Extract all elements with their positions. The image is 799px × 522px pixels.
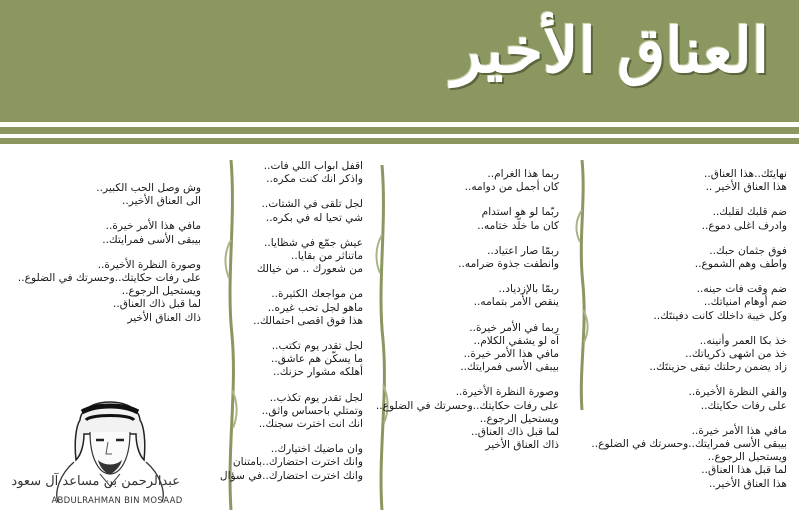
stanza	[213, 160, 363, 186]
poem-line: كان ما خلّد ختامه..	[477, 219, 559, 232]
poem-line: لما قبل هذا العناق..	[701, 464, 787, 477]
stanza	[607, 245, 787, 271]
banner-stripe	[0, 127, 799, 134]
poem-line: هذا فوق اقصى احتمالك..	[253, 314, 363, 327]
poem-line: لجل تقدر يوم تكذب..	[269, 391, 363, 404]
stanza	[213, 288, 363, 328]
stanza	[607, 335, 787, 375]
poem-line: ما يسكّن هم عاشق..	[271, 353, 363, 366]
poem-line: ربمّا صار اعتياد..	[487, 244, 559, 257]
poem-line: وانطفت جذوة ضرامه..	[458, 258, 559, 271]
poem-line: آه لو يشفي الكلام..	[473, 334, 559, 347]
poem-line: ويستحيل الرجوع..	[121, 285, 201, 298]
poem-line: ضم وقت فات حينه..	[696, 283, 787, 296]
stanza	[375, 386, 559, 452]
stanza	[213, 237, 363, 277]
poem-line: مافي هذا الأمر خيرة..	[691, 424, 787, 437]
stanza	[213, 340, 363, 380]
poem-line: بيبقى الأسى فمرايتك..وحسرتك في الضلوع..	[591, 438, 787, 451]
stanza	[389, 206, 559, 232]
poem-line: من شعورك .. من خيالك	[256, 263, 363, 276]
poem-line: انك انت اخترت سجنك..	[258, 418, 363, 431]
poem-line: وان ماضيك اختيارك..	[270, 443, 363, 456]
poem-line: لما قبل ذاك العناق..	[112, 298, 201, 311]
stanza	[11, 259, 201, 325]
author-portrait	[11, 382, 180, 512]
stanza	[389, 168, 559, 194]
stanza	[389, 245, 559, 271]
stanza	[213, 392, 363, 432]
poem-column-2	[375, 168, 559, 464]
poem-line: ماتناثر من بقايا..	[291, 250, 363, 263]
poem-line: ربما في الأمر خيرة..	[469, 321, 559, 334]
stanza	[389, 322, 559, 375]
poem-column-1	[591, 168, 787, 503]
stanza	[607, 283, 787, 323]
banner-bottom-stripe	[0, 138, 799, 144]
poem-line: لجل تلقى في الشتات..	[261, 198, 363, 211]
stanza	[607, 168, 787, 194]
stanza	[591, 424, 787, 491]
poem-title: العناق الأخير	[451, 14, 769, 87]
stanza	[607, 206, 787, 232]
poem-line: على رفات حكايتك..وحسرتك في الضلوع..	[375, 399, 559, 412]
poem-line: وصورة النظرة الأخيرة..	[455, 386, 559, 399]
poem-line: مافي هذا الأمر خيرة..	[463, 348, 559, 361]
poem-line: أهلكه مشوار حزنك..	[273, 366, 363, 379]
poem-line: ربمّا بالإزدياد..	[498, 283, 559, 296]
author-name-english: ABDULRAHMAN BIN MOSAAD	[51, 496, 183, 506]
poem-line: شي تحيا له في بكره..	[265, 211, 363, 224]
poem-line: لجل تقدر يوم تكتب..	[271, 340, 363, 353]
poem-line: ويستحيل الرجوع..	[479, 412, 559, 425]
poem-line: بيبقى الأسى فمرايتك..	[460, 361, 559, 374]
poem-line: وكل خيبة داخلك كانت دفينتَك..	[653, 309, 787, 322]
poem-line: لما قبل ذاك العناق..	[470, 426, 559, 439]
poem-line: وتمتلي باحساس واثق..	[261, 404, 363, 417]
poem-line: ربّما لو هو استدام	[481, 206, 559, 219]
poem-line: وش وصل الحب الكبير..	[96, 182, 201, 194]
poem-line: نهايتَك..هذا العناق..	[704, 168, 787, 180]
poem-line: ماهو لجل تحب غيره..	[267, 301, 363, 314]
poem-line: خذ بكا العمر وأنينه..	[699, 334, 787, 347]
stanza	[213, 443, 363, 483]
author-signature: عبدالرحمن بن مساعد آل سعود	[11, 474, 180, 489]
poem-line: ضم أوهام امنياتك..	[703, 296, 787, 309]
poem-line: هذا العناق الأخير ..	[705, 181, 787, 194]
poem-line: خذ من اشهى ذكرياتك..	[685, 348, 787, 361]
poem-line: واذكر انك كنت مكره..	[266, 173, 363, 186]
poem-line: من مواجعك الكثيرة..	[271, 288, 363, 301]
poem-line: هذا العناق الأخير..	[708, 477, 787, 490]
stanza	[11, 220, 201, 246]
poem-line: اقفل ابواب اللي فات..	[263, 160, 363, 172]
poem-line: مافي هذا الأمر خيرة..	[105, 220, 201, 233]
poem-line: ذاك العناق الأخير	[127, 311, 201, 324]
stanza	[607, 386, 787, 412]
poem-column-3	[213, 160, 363, 495]
poem-line: على رفات حكايتك..	[700, 399, 787, 412]
poem-line: والقي النظرة الأخيرة..	[688, 386, 787, 399]
poem-line: الى العناق الأخير..	[122, 195, 201, 208]
poem-line: واطف وهم الشموع..	[694, 258, 787, 271]
poem-line: ربما هذا الغرام..	[487, 168, 559, 180]
poem-line: على رفات حكايتك..وحسرتك في الضلوع..	[17, 272, 201, 285]
stanza	[11, 182, 201, 208]
stanza	[389, 283, 559, 309]
poem-line: ينقص الأمر بتمامه..	[473, 296, 559, 309]
poem-line: زاد يضمن رحلتك تبقى حزينتَك..	[649, 361, 787, 374]
stanza	[213, 198, 363, 224]
poem-line: كان أجمل من دوامه..	[464, 181, 559, 194]
wheat-divider-icon	[573, 160, 591, 410]
poem-line: وصورة النظرة الأخيرة..	[97, 258, 201, 271]
poem-line: وانك اخترت احتضارك..في سؤال	[219, 469, 363, 482]
poem-column-4	[11, 182, 201, 337]
poem-line: عيش جمّع في شظايا..	[263, 236, 363, 249]
poem-line: ضم قلبك لقلبك..	[712, 206, 787, 219]
poem-line: ذاك العناق الأخير	[485, 439, 559, 452]
poem-line: بيبقى الأسى فمرايتك..	[102, 233, 201, 246]
poem-line: وانك اخترت احتضارك..بامتنان	[232, 456, 363, 469]
poem-line: وادرف اغلى دموع..	[701, 219, 787, 232]
poem-line: ويستحيل الرجوع..	[707, 451, 787, 464]
poem-line: فوق جثمان حبك..	[709, 244, 787, 257]
